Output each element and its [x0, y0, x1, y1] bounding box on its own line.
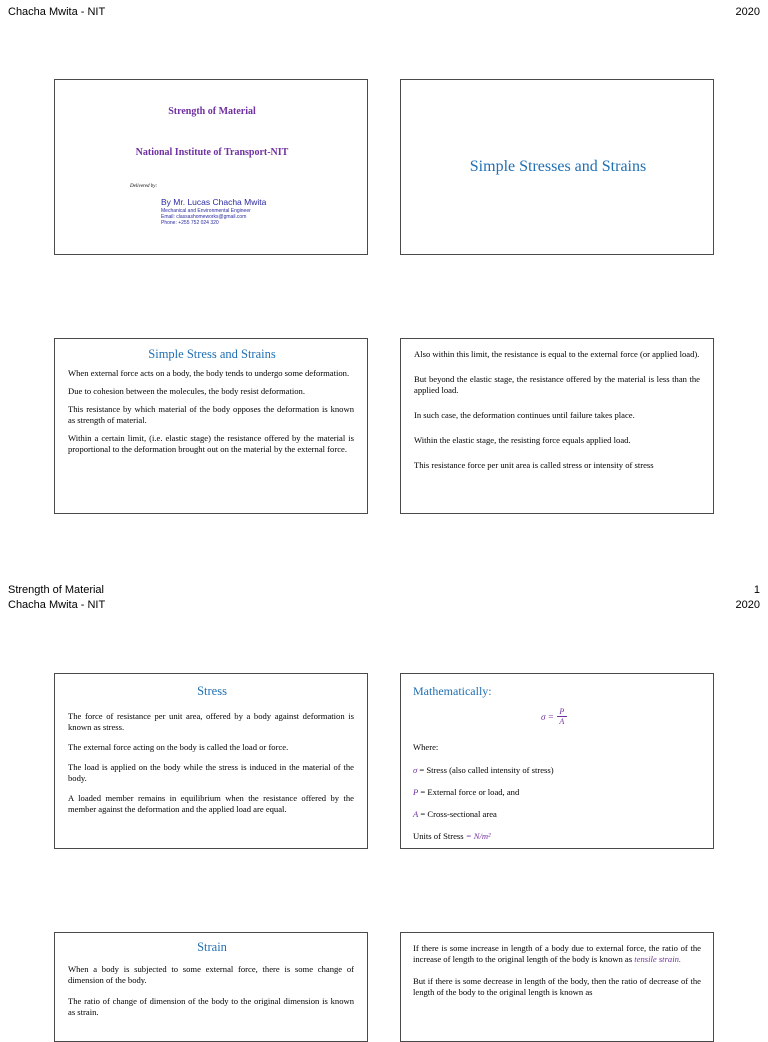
formula-denominator: A — [559, 717, 565, 726]
paragraph: In such case, the deformation continues until failure takes place. — [414, 410, 635, 420]
units-value: = N/m² — [465, 831, 491, 841]
slide-heading: Stress — [197, 684, 227, 698]
institute-name: National Institute of Transport-NIT — [135, 147, 289, 158]
delivered-by-label: Delivered by: — [130, 184, 158, 189]
presenter-phone: Phone: +255 752 024 320 — [161, 220, 219, 226]
paragraph: When a body is subjected to some external force, there is some change of dimension of the body. — [68, 964, 354, 985]
definition-sigma — [413, 765, 703, 776]
slide-heading: Mathematically: — [413, 684, 492, 698]
paragraph: This resistance force per unit area is called stress or intensity of stress — [414, 460, 654, 470]
section-title: Simple Stresses and Strains — [469, 158, 647, 175]
definition-text: = Cross-sectional area — [420, 809, 497, 819]
slide-body — [68, 711, 354, 822]
paragraph: But beyond the elastic stage, the resistance offered by the material is less than the applied load. — [414, 374, 700, 395]
formula-lhs: σ = — [541, 711, 554, 722]
slide-simple-stress — [54, 338, 368, 514]
slide-heading: Strain — [197, 940, 227, 954]
formula-numerator: P — [559, 707, 565, 716]
paragraph: The force of resistance per unit area, offered by a body against deformation is known as stress. — [68, 711, 354, 732]
page-header-left: Chacha Mwita - NIT — [8, 6, 106, 18]
paragraph: A loaded member remains in equilibrium when the resistance offered by the member against the deformation and the applied load are equal. — [68, 793, 354, 814]
where-label: Where: — [413, 742, 439, 752]
paragraph: When external force acts on a body, the body tends to undergo some deformation. — [68, 368, 350, 378]
slide-body — [414, 349, 700, 478]
units-label: Units of Stress — [413, 831, 464, 841]
slide-tensile-strain — [400, 932, 714, 1042]
slide-mathematically — [400, 673, 714, 849]
paragraph: This resistance by which material of the body opposes the deformation is known as strength of material. — [68, 404, 354, 425]
slide-body — [68, 964, 354, 1025]
page-header-right: 2020 — [735, 6, 760, 18]
stress-formula — [541, 707, 567, 726]
slide-strain — [54, 932, 368, 1042]
slide-section-title — [400, 79, 714, 255]
presenter-role: Mechanical and Environmental Engineer — [161, 208, 251, 214]
paragraph: Within a certain limit, (i.e. elastic stage) the resistance offered by the material is proportional to the deformation brought out on the material by the external force. — [68, 433, 354, 454]
slide-elastic-limit — [400, 338, 714, 514]
page-header-left: Chacha Mwita - NIT — [8, 599, 106, 611]
definition-text: = Stress (also called intensity of stress) — [419, 765, 554, 775]
slide-body — [413, 943, 701, 1005]
symbol-p: P — [413, 787, 419, 797]
page-header-right: 2020 — [735, 599, 760, 611]
paragraph: The load is applied on the body while the stress is induced in the material of the body. — [68, 762, 354, 783]
slide-body — [68, 368, 354, 462]
term-tensile-strain: tensile strain. — [634, 954, 682, 964]
slide-title-course — [54, 79, 368, 255]
slide-body — [413, 742, 703, 849]
definition-text: = External force or load, and — [420, 787, 520, 797]
page-footer-left: Strength of Material — [8, 584, 104, 596]
paragraph-text: If there is some increase in length of a body due to external force, the ratio of the increase of length to the original length of the body is known as — [413, 943, 701, 964]
page-number: 1 — [753, 584, 760, 596]
slide-stress — [54, 673, 368, 849]
paragraph: But if there is some decrease in length of the body, then the ratio of decrease of the length of the body to the original length is known as — [413, 976, 701, 997]
formula-fraction — [557, 707, 567, 726]
definition-p — [413, 787, 703, 798]
slide-heading: Simple Stress and Strains — [148, 347, 276, 361]
paragraph: Also within this limit, the resistance is equal to the external force (or applied load). — [414, 349, 700, 359]
paragraph: Within the elastic stage, the resisting force equals applied load. — [414, 435, 631, 445]
paragraph: Due to cohesion between the molecules, the body resist deformation. — [68, 386, 305, 396]
course-title: Strength of Material — [168, 106, 256, 117]
paragraph — [413, 943, 701, 965]
paragraph: The external force acting on the body is called the load or force. — [68, 742, 289, 752]
units-line — [413, 831, 703, 842]
presenter-email: Email: classashomeworks@gmail.com — [161, 214, 247, 220]
paragraph: The ratio of change of dimension of the body to the original dimension is known as strain. — [68, 996, 354, 1017]
symbol-sigma: σ — [413, 765, 418, 775]
presenter-name: By Mr. Lucas Chacha Mwita — [161, 197, 267, 207]
definition-a — [413, 809, 703, 820]
symbol-a: A — [413, 809, 419, 819]
